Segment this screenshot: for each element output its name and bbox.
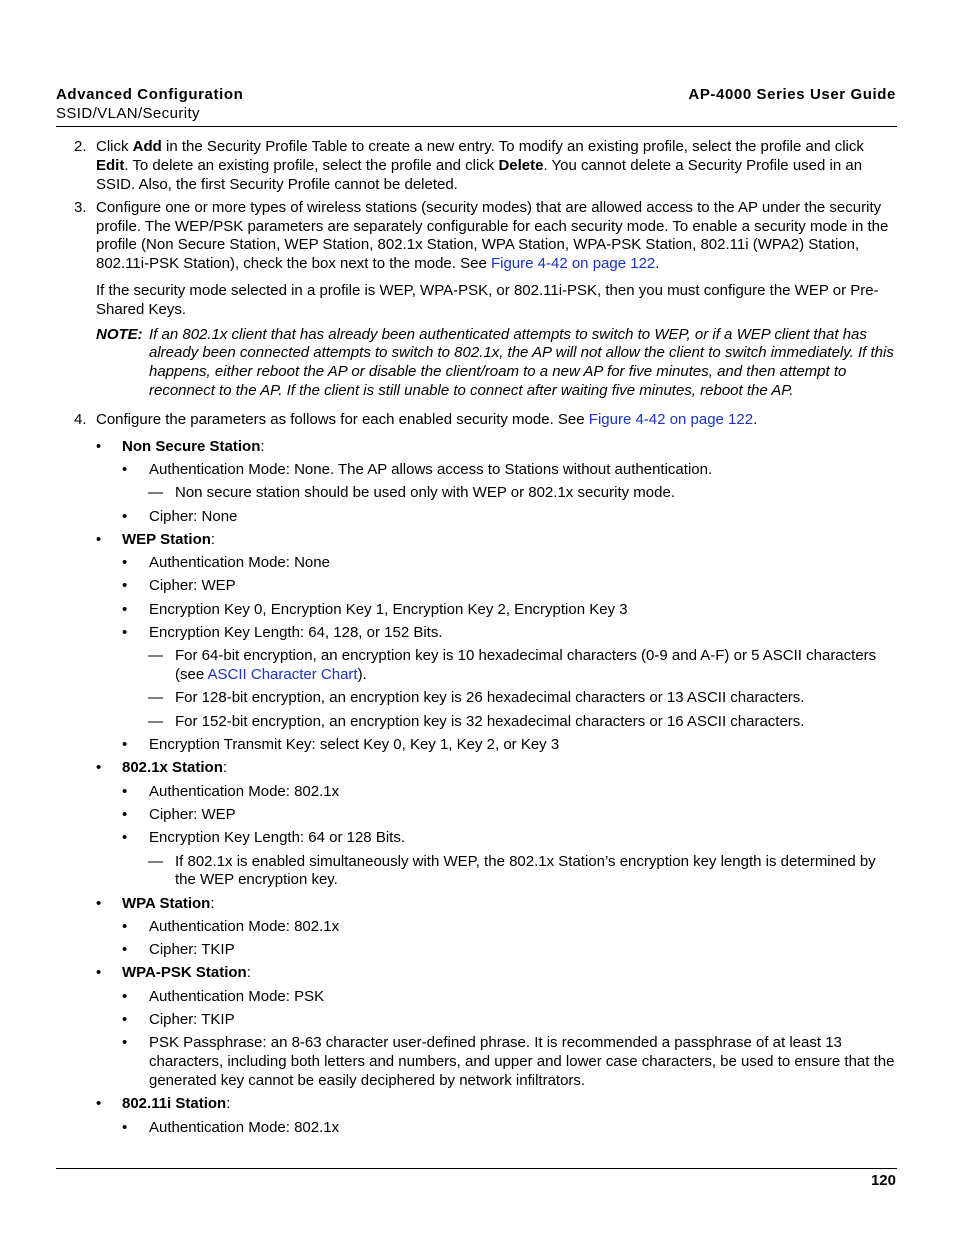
step-3-para-2: If the security mode selected in a profile is WEP, WPA-PSK, or 802.11i-PSK, then you must configure the WEP or Pre-Shared Keys. (96, 282, 879, 318)
list-item: • Authentication Mode: None (122, 554, 330, 572)
list-item: • Authentication Mode: 802.1x (122, 782, 340, 800)
note (56, 326, 900, 401)
step-2: 2. Click Add in the Security Profile Table to create a new entry. To modify an existing profile, select the profile and click Edit. To delete an existing profile, select the profile and click Delete. You cannot delete a Security Profile used in an SSID. Also, the first Security Profile cannot be deleted. (74, 138, 864, 193)
list-item: • Cipher: WEP (122, 577, 236, 595)
step-number: 2. (74, 138, 87, 155)
page-content (56, 138, 900, 1142)
list-item: • PSK Passphrase: an 8-63 character user-defined phrase. It is recommended a passphrase of at least 13 characters, including both letters and numbers, and upper and lower case characters, be used to ensure that the generated key cannot be easily deciphered by network infiltrators. (122, 1034, 895, 1089)
dash-item: — If 802.1x is enabled simultaneously with WEP, the 802.1x Station’s encryption key length is determined by the WEP encryption key. (148, 852, 876, 889)
bullet-non-secure-station: • Non Secure Station: (96, 437, 265, 455)
list-item: • Cipher: None (122, 507, 238, 525)
bullet-wpa-station: • WPA Station: (96, 894, 215, 912)
footer-rule (56, 1168, 897, 1169)
note-label: NOTE: (96, 325, 143, 343)
note-text: If an 802.1x client that has already been authenticated attempts to switch to WEP, or if a WEP client that has already been connected attempts to switch to 802.1x, the AP will not allow the client to switch immediately. If this happens, either reboot the AP or disable the client/roam to a new AP for five minutes, and then attempt to reconnect to the AP. If the client is still unable to connect after waiting five minutes, reboot the AP. (149, 325, 894, 400)
bullet-wpa-psk-station: • WPA-PSK Station: (96, 964, 251, 982)
section-title: SSID/VLAN/Security (56, 105, 200, 122)
dash-item: — For 128-bit encryption, an encryption key is 26 hexadecimal characters or 13 ASCII characters. (148, 689, 805, 707)
list-item: • Cipher: TKIP (122, 1011, 235, 1029)
list-item: • Encryption Transmit Key: select Key 0, Key 1, Key 2, or Key 3 (122, 736, 560, 754)
list-item: • Encryption Key Length: 64, 128, or 152 Bits. (122, 624, 443, 642)
list-item: • Encryption Key 0, Encryption Key 1, Encryption Key 2, Encryption Key 3 (122, 600, 628, 618)
figure-link[interactable]: Figure 4-42 on page 122 (588, 410, 754, 428)
chapter-title: Advanced Configuration (56, 86, 244, 103)
list-item: • Authentication Mode: PSK (122, 987, 325, 1005)
bullet-8021x-station: • 802.1x Station: (96, 759, 228, 777)
ascii-chart-link[interactable]: ASCII Character Chart (207, 666, 358, 684)
guide-title: AP-4000 Series User Guide (688, 86, 896, 103)
dash-item: — Non secure station should be used only with WEP or 802.1x security mode. (148, 484, 675, 502)
list-item: • Cipher: WEP (122, 805, 236, 823)
step-3: 3. Configure one or more types of wireless stations (security modes) that are allowed access to the AP under the security profile. The WEP/PSK parameters are separately configurable for each security mode. To enable a security mode in the profile (Non Secure Station, WEP Station, 802.1x Station, WPA Station, WPA-PSK Station, 802.11i (WPA2) Station, 802.11i-PSK Station), check the box next to the mode. See Figure 4-42 on page 122. (74, 198, 889, 273)
list-item: • Cipher: TKIP (122, 941, 235, 959)
step-4: 4. Configure the parameters as follows for each enabled security mode. See Figure 4-42 on page 122. (74, 410, 758, 428)
bullet-80211i-station: • 802.11i Station: (96, 1095, 231, 1113)
bullet-wep-station: • WEP Station: (96, 530, 216, 548)
page-header-left (56, 85, 243, 123)
step-number: 3. (74, 198, 87, 216)
step-number: 4. (74, 410, 87, 428)
list-item: • Encryption Key Length: 64 or 128 Bits. (122, 829, 405, 847)
list-item: • Authentication Mode: 802.1x (122, 917, 340, 935)
page-number: 120 (870, 1172, 896, 1189)
list-item: • Authentication Mode: None. The AP allows access to Stations without authentication. (122, 460, 713, 478)
dash-item: — For 152-bit encryption, an encryption key is 32 hexadecimal characters or 16 ASCII characters. (148, 712, 805, 730)
dash-item: — For 64-bit encryption, an encryption key is 10 hexadecimal characters (0-9 and A-F) or 5 ASCII characters (see ASCII Character Chart). (148, 647, 877, 684)
header-rule (56, 126, 897, 127)
list-item: • Authentication Mode: 802.1x (122, 1118, 340, 1136)
figure-link[interactable]: Figure 4-42 on page 122 (490, 255, 656, 273)
